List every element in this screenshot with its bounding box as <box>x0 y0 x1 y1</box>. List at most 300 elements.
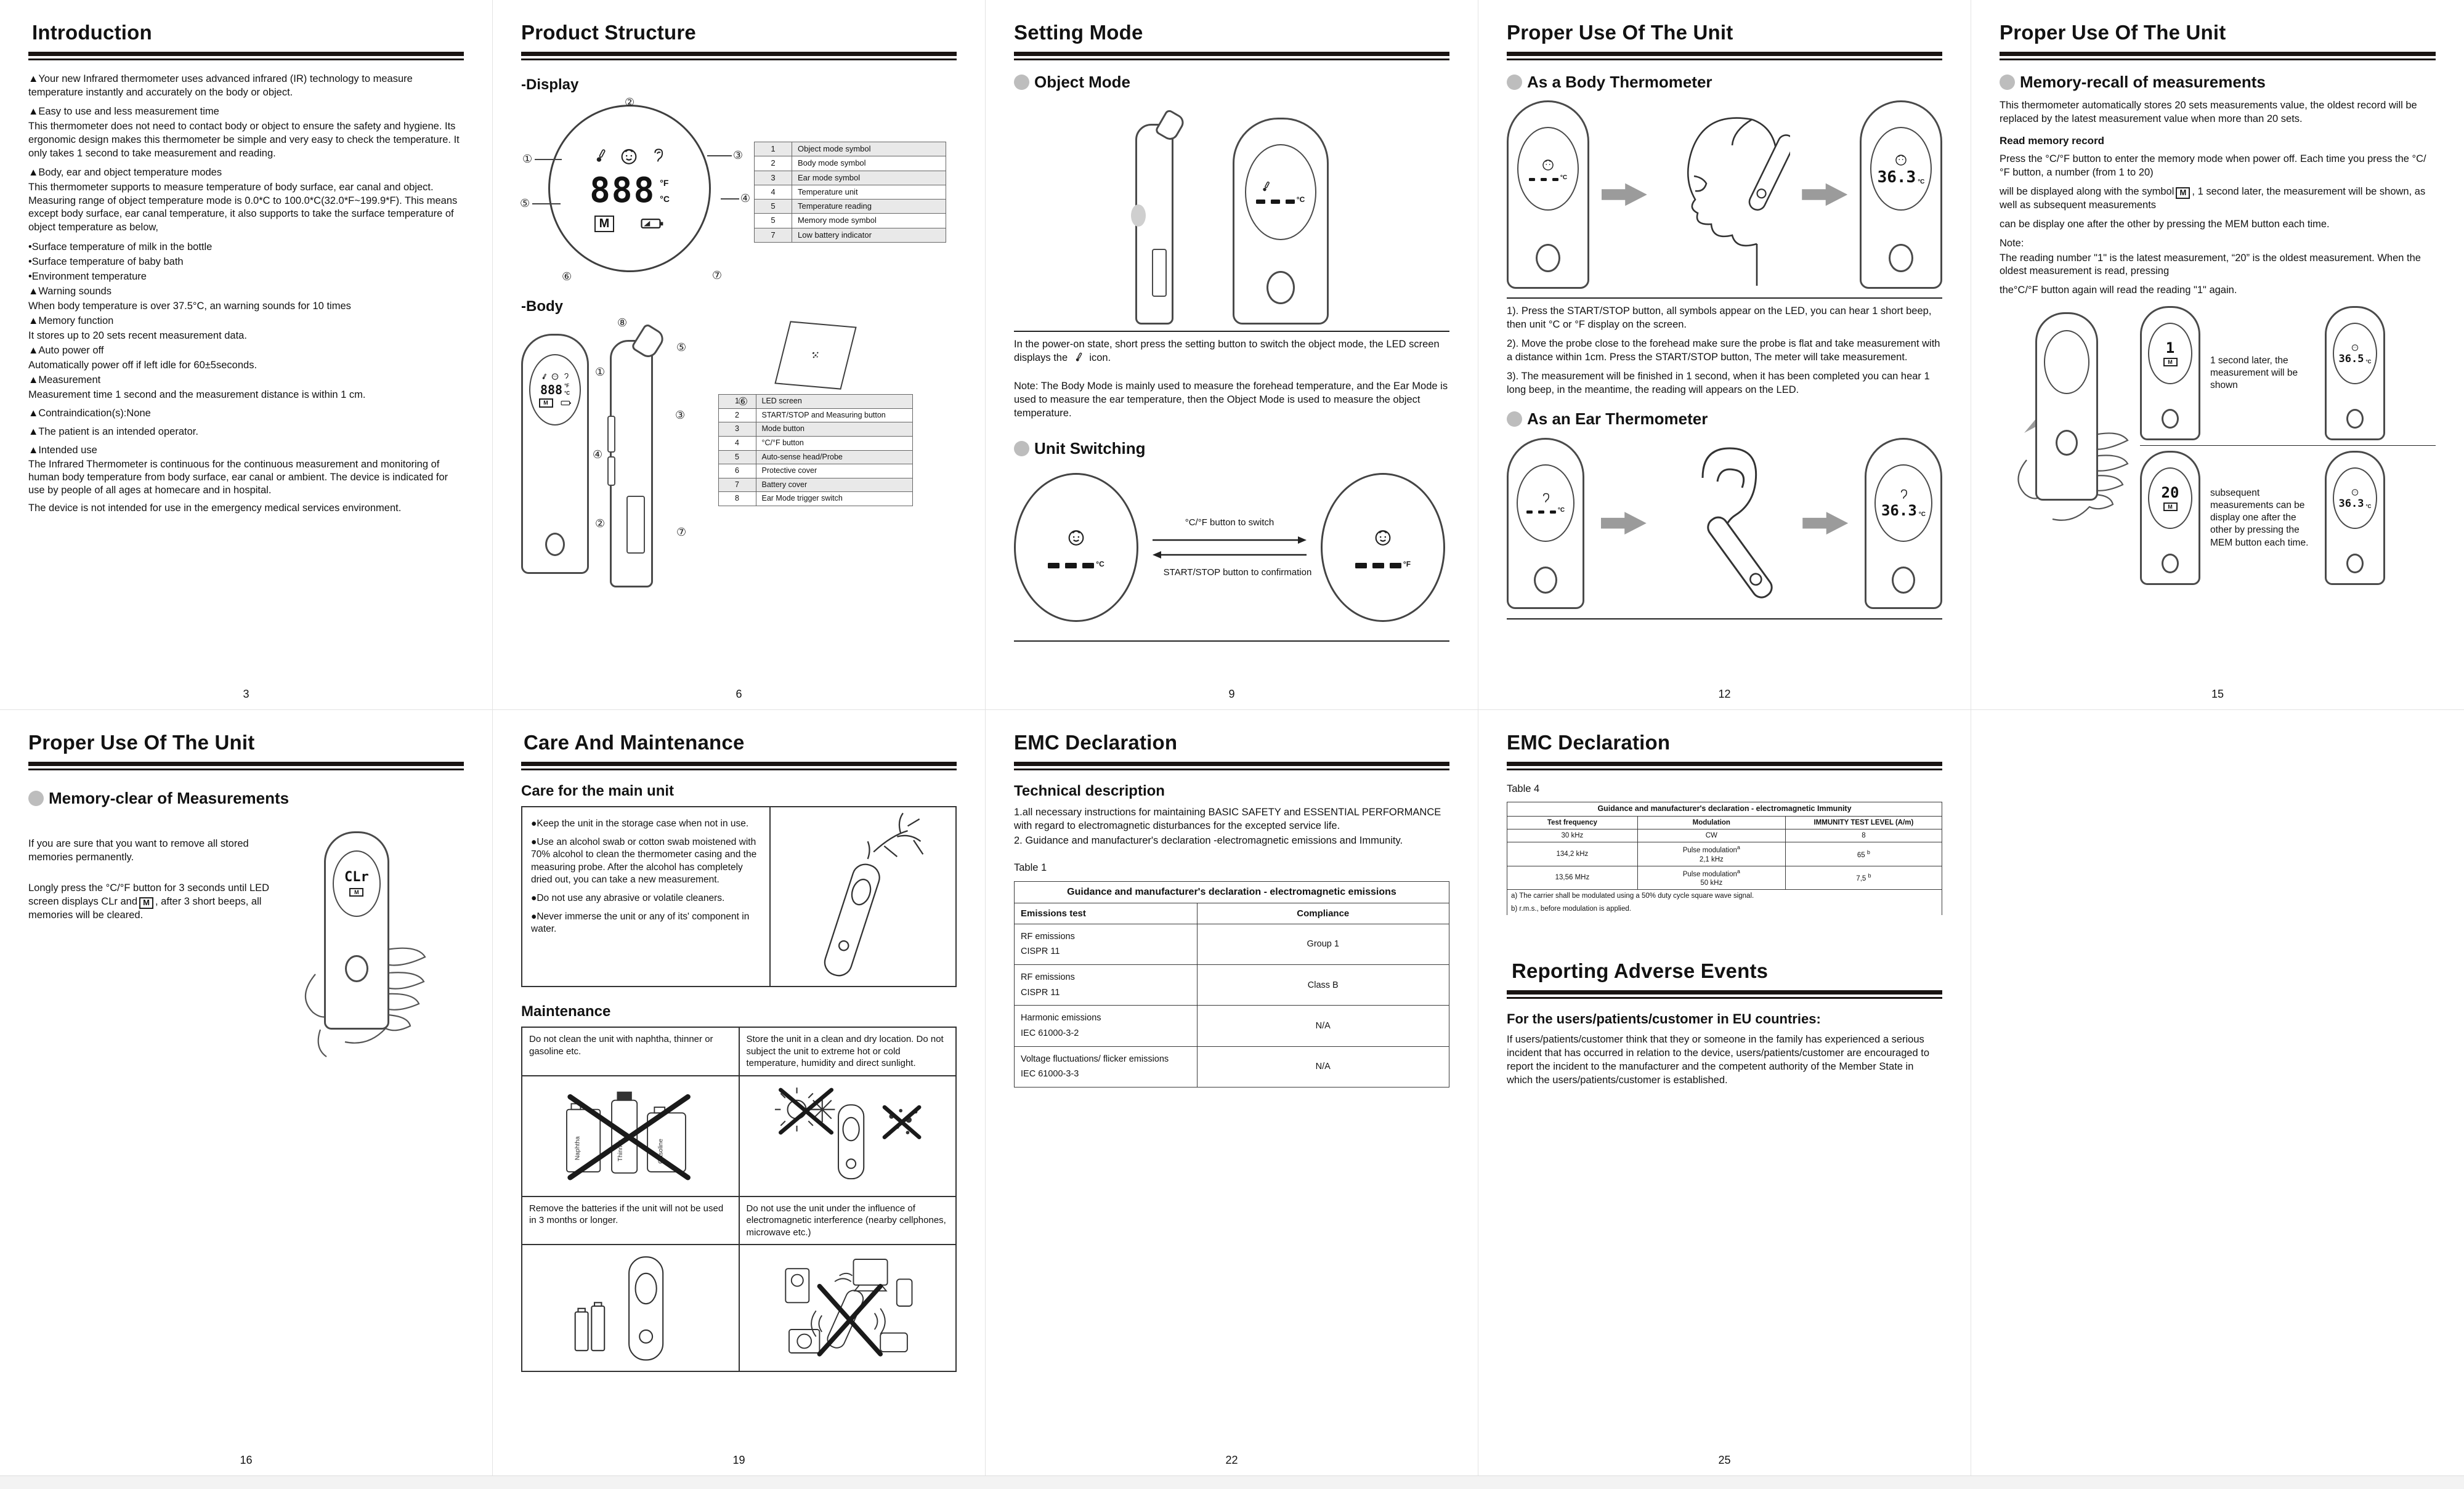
text: 50 kHz <box>1700 879 1723 887</box>
paragraph: ▲Warning sounds <box>28 286 111 297</box>
protective-cover <box>774 321 856 389</box>
manual-row-bottom <box>0 710 2464 1475</box>
step-3: 3). The measurement will be finished in 1 second, when it has been completed you can hear 1 long beep, in the meantime, the reading will appears on the LED. <box>1507 370 1930 395</box>
sequence-caption: 1 second later, the measurement will be shown <box>2210 355 2298 391</box>
baby-face-icon <box>1894 152 1908 167</box>
page-number: 22 <box>1225 1454 1238 1466</box>
footnote: b) r.m.s., before modulation is applied. <box>1507 903 1942 915</box>
maintenance-text: Store the unit in a clean and dry location. Do not subject the unit to extreme hot or cold temperature, humidity and direct sunlight. <box>739 1027 957 1076</box>
maintenance-label: Maintenance <box>521 1003 611 1020</box>
divider <box>1507 618 1942 619</box>
maintenance-text: Remove the batteries if the unit will not be used in 3 months or longer. <box>522 1196 739 1245</box>
ear-icon <box>562 373 570 380</box>
memory-clear-block <box>28 826 464 1085</box>
arrow-bottom-label: START/STOP button to confirmation <box>1163 567 1312 578</box>
lcd-reading: 36.3 <box>2338 497 2364 510</box>
page-introduction <box>0 0 493 710</box>
row-num: 1 <box>755 142 792 156</box>
maintenance-image-cell <box>522 1076 739 1196</box>
ear-measure-illustration <box>1507 437 1942 610</box>
device-reading <box>1860 100 1942 289</box>
callout-8: ⑧ <box>617 317 628 329</box>
page-title: Proper Use Of The Unit <box>28 731 255 754</box>
paragraph: Note: <box>2000 237 2024 249</box>
paragraph: This thermometer does not need to contact body or object to ensure the safety and hygiene. Its ergonomic design makes this thermometer be simple and very easy to check the temperature. It only takes 1 second to take measurement and reading. <box>28 120 460 159</box>
device-lcd <box>1517 127 1579 211</box>
page-title: Setting Mode <box>1014 21 1143 44</box>
table-caption: Guidance and manufacturer's declaration - electromagnetic emissions <box>1015 881 1449 903</box>
text: will be displayed along with the symbol <box>2000 185 2174 197</box>
page-blank <box>1971 710 2464 1475</box>
callout-5: ⑤ <box>520 197 530 209</box>
device-memory-reading <box>2325 451 2385 585</box>
callout-1: ① <box>522 153 533 165</box>
lcd-oval <box>548 105 711 272</box>
start-stop-button <box>2162 409 2179 429</box>
bottle-label: Gasoline <box>657 1138 665 1164</box>
thermometer-icon <box>1073 352 1084 363</box>
row-num: 5 <box>718 450 756 464</box>
row-num: 7 <box>718 478 756 492</box>
care-main-unit-label: Care for the main unit <box>521 783 675 799</box>
memory-number: 1 <box>2165 339 2175 357</box>
footnote: a) The carrier shall be modulated using a 50% duty cycle square wave signal. <box>1507 890 1942 903</box>
paragraph: The device is not intended for use in the emergency medical services environment. <box>28 502 402 514</box>
paragraph: Measurement time 1 second and the measurement distance is within 1 cm. <box>28 389 366 400</box>
baby-face-icon <box>1541 157 1555 172</box>
col-header: Emissions test <box>1015 903 1198 924</box>
bottle-label: Naphtha <box>574 1136 582 1160</box>
display-diagram <box>520 96 750 284</box>
memory-m-symbol: M <box>349 888 363 897</box>
memory-m-symbol: M <box>2163 502 2178 511</box>
device-side-view <box>610 340 653 587</box>
care-bullets <box>522 807 769 986</box>
callout-3: ③ <box>675 409 686 421</box>
paragraph: the°C/°F button again will read the reading "1" again. <box>2000 284 2237 296</box>
callout-3: ③ <box>732 149 743 161</box>
remove-batteries-icon <box>550 1248 710 1365</box>
text: Pulse modulation <box>1682 870 1737 878</box>
footnote-ref: b <box>1868 873 1871 879</box>
footer-strip <box>0 1475 2464 1489</box>
text: CISPR 11 <box>1021 987 1060 998</box>
reporting-title: Reporting Adverse Events <box>1512 959 1769 983</box>
body-parts-table <box>718 394 913 506</box>
text: CISPR 11 <box>1021 946 1060 957</box>
callout-line <box>532 203 561 204</box>
level-cell <box>1785 842 1942 866</box>
step-arrow-icon <box>1802 511 1848 536</box>
page-title: Proper Use Of The Unit <box>2000 21 2226 44</box>
section-label: Memory-recall of measurements <box>2020 73 2266 91</box>
paragraph <box>2000 185 2436 212</box>
double-arrow-icon <box>1146 528 1313 567</box>
device-lcd <box>1874 464 1932 542</box>
row-label: Ear Mode trigger switch <box>756 492 912 506</box>
footnote-ref: a <box>1737 844 1740 851</box>
section-memory-clear <box>28 789 464 808</box>
page-number: 3 <box>243 688 249 700</box>
setting-button-highlight <box>1131 204 1146 227</box>
row-label: Auto-sense head/Probe <box>756 450 912 464</box>
device-memory-index <box>2140 306 2200 440</box>
hand-hold-illustration <box>283 826 437 1085</box>
divider <box>1014 331 1449 332</box>
manual-row-top <box>0 0 2464 710</box>
device-memory-reading <box>2325 306 2385 440</box>
row-label: Ear mode symbol <box>792 171 946 185</box>
callout-7: ⑦ <box>711 269 722 281</box>
arrow-top-label: °C/°F button to switch <box>1185 517 1275 528</box>
page-number: 25 <box>1718 1454 1731 1466</box>
start-stop-button <box>1536 244 1560 272</box>
paragraph: ▲Easy to use and less measurement time <box>28 105 219 117</box>
device-lcd <box>1517 464 1574 542</box>
row-label: Mode button <box>756 422 912 437</box>
cleaning-swab-icon <box>798 807 928 986</box>
side-button-mode <box>607 416 615 453</box>
start-stop-button <box>2346 554 2364 573</box>
paragraph: If you are sure that you want to remove all stored memories permanently. <box>28 838 249 863</box>
no-emi-icon <box>761 1248 934 1365</box>
start-stop-button <box>2346 409 2364 429</box>
frequency-cell: 13,56 MHz <box>1507 866 1638 890</box>
memory-m-symbol: M <box>2163 358 2178 366</box>
title-rule <box>28 52 464 60</box>
lcd-bottom-row <box>594 216 665 232</box>
text: IEC 61000-3-2 <box>1021 1028 1079 1038</box>
display-label: -Display <box>521 76 579 93</box>
care-item: ●Do not use any abrasive or volatile cleaners. <box>531 893 725 904</box>
section-unit-switching <box>1014 439 1449 458</box>
callout-1: ① <box>595 366 606 378</box>
section-memory-recall <box>2000 73 2436 92</box>
lcd-icons-row <box>593 145 667 166</box>
section-bullet <box>1507 411 1522 427</box>
emissions-table <box>1014 881 1449 1087</box>
text: Pulse modulation <box>1682 847 1737 855</box>
page-memory-clear <box>0 710 493 1475</box>
callout-line <box>707 155 732 156</box>
section-body-thermometer <box>1507 73 1942 92</box>
section-bullet <box>28 791 44 806</box>
baby-face-icon <box>551 372 559 381</box>
lcd-dashes <box>1529 178 1558 181</box>
battery-icon <box>640 217 665 230</box>
object-mode-text <box>1014 338 1449 365</box>
maintenance-text: Do not clean the unit with naphtha, thinner or gasoline etc. <box>522 1027 739 1076</box>
table-label: Table 1 <box>1014 862 1047 873</box>
title-rule <box>28 762 464 770</box>
unit-c: °C <box>2365 503 2372 509</box>
unit-c: °C <box>1296 195 1305 204</box>
eu-users-label: For the users/patients/customer in EU countries: <box>1507 1011 1821 1027</box>
maintenance-table <box>521 1027 957 1372</box>
section-label: Object Mode <box>1034 73 1131 91</box>
page-number: 6 <box>736 688 742 700</box>
page-number: 19 <box>732 1454 745 1466</box>
col-header: Compliance <box>1197 903 1449 924</box>
no-extremes-icon <box>761 1079 934 1189</box>
level-cell <box>1785 866 1942 890</box>
device-lcd <box>333 850 381 917</box>
emissions-test-cell <box>1015 1046 1198 1087</box>
row-label: °C/°F button <box>756 436 912 450</box>
row-label: Body mode symbol <box>792 156 946 171</box>
callout-7: ⑦ <box>676 526 687 538</box>
callout-2: ② <box>595 517 606 530</box>
row-label: Memory mode symbol <box>792 214 946 228</box>
paragraph <box>28 882 272 922</box>
memory-m-symbol: M <box>539 398 553 407</box>
step-2: 2). Move the probe close to the forehead make sure the probe is flat and take measurement with a distance within 1cm. Press the START/STOP button, The meter will take measurement. <box>1507 337 1940 363</box>
sequence-caption: subsequent measurements can be display one after the other by pressing the MEM button each time. <box>2210 487 2309 548</box>
section-bullet <box>1507 75 1522 90</box>
row-num: 5 <box>755 214 792 228</box>
row-label: Temperature unit <box>792 185 946 199</box>
col-header: Modulation <box>1637 816 1785 829</box>
page-number: 9 <box>1228 688 1235 700</box>
memory-sequence-1 <box>2140 306 2436 440</box>
step-1: 1). Press the START/STOP button, all symbols appear on the LED, you can hear 1 short beep, then unit °C or °F display on the screen. <box>1507 305 1932 330</box>
modulation-cell <box>1637 866 1785 890</box>
callout-4: ④ <box>740 192 750 204</box>
hand-press-illustration <box>2000 306 2134 540</box>
lcd-reading: 36.3 <box>1881 501 1917 519</box>
row-num: 2 <box>755 156 792 171</box>
row-num: 8 <box>718 492 756 506</box>
page-title: Product Structure <box>521 21 696 44</box>
col-header: IMMUNITY TEST LEVEL (A/m) <box>1785 816 1942 829</box>
lcd-icons-row <box>541 372 570 381</box>
unit-c: °C <box>1557 507 1565 514</box>
device-in-hand <box>2035 312 2098 501</box>
compliance-cell: N/A <box>1197 1046 1449 1087</box>
device-side-view <box>1135 124 1173 325</box>
ear-measurement-icon <box>1663 437 1786 610</box>
section-label: Memory-clear of Measurements <box>49 789 290 807</box>
title-rule <box>1507 990 1942 999</box>
modulation-cell: CW <box>1637 829 1785 842</box>
memory-number: 20 <box>2161 484 2179 502</box>
text: RF emissions <box>1021 972 1075 983</box>
bullet-item: •Surface temperature of milk in the bottle <box>28 241 213 253</box>
body-diagram-right <box>674 324 957 591</box>
paragraph: ▲Body, ear and object temperature modes <box>28 166 222 178</box>
text: IEC 61000-3-3 <box>1021 1069 1079 1079</box>
device-lcd <box>2148 323 2192 384</box>
callout-6: ⑥ <box>562 270 572 283</box>
text: 7,5 <box>1856 874 1866 882</box>
unit-c: °C <box>1560 174 1568 181</box>
text: Harmonic emissions <box>1021 1013 1101 1023</box>
paragraph: ▲Auto power off <box>28 344 104 356</box>
callout-6: ⑥ <box>738 395 748 408</box>
body-diagram <box>521 317 957 591</box>
start-stop-button <box>545 533 565 556</box>
divider <box>1014 640 1449 642</box>
memory-recall-illustration <box>2000 306 2436 585</box>
page-product-structure <box>493 0 986 710</box>
table-caption: Guidance and manufacturer's declaration - electromagnetic Immunity <box>1507 802 1942 816</box>
row-label: Low battery indicator <box>792 228 946 242</box>
device-lcd <box>2333 467 2377 529</box>
col-header: Test frequency <box>1507 816 1638 829</box>
unit-c: °C <box>1918 179 1925 185</box>
lcd-dashes <box>1048 563 1094 568</box>
page-proper-use-body-ear <box>1478 0 1971 710</box>
text: In the power-on state, short press the setting button to switch the object mode, the LED screen displays the <box>1014 339 1440 363</box>
emissions-test-cell <box>1015 1006 1198 1046</box>
paragraph: The reading number "1" is the latest measurement, “20” is the oldest measurement. When the oldest measurement is read, pressing <box>2000 252 2421 277</box>
compliance-cell: N/A <box>1197 1006 1449 1046</box>
divider <box>1507 297 1942 299</box>
paragraph: 2. Guidance and manufacturer's declaration -electromagnetic emissions and Immunity. <box>1014 834 1403 846</box>
paragraph: When body temperature is over 37.5°C, an warning sounds for 10 times <box>28 301 351 312</box>
forehead-measurement-icon <box>1660 102 1790 287</box>
lcd-dashes <box>1355 563 1401 568</box>
display-diagram-row <box>520 96 957 284</box>
unit-c: °C <box>1918 510 1926 518</box>
section-bullet <box>1014 75 1029 90</box>
footnote-ref: a <box>1737 868 1740 874</box>
lcd-oval-celsius <box>1014 473 1138 622</box>
start-stop-button <box>2056 430 2078 456</box>
lcd-digits: 888 <box>590 170 656 211</box>
row-num: 6 <box>718 464 756 478</box>
memory-m-symbol: M <box>139 897 153 909</box>
page-memory-recall <box>1971 0 2464 710</box>
memory-m-symbol: M <box>2176 187 2190 199</box>
section-label: As an Ear Thermometer <box>1527 409 1708 428</box>
baby-face-icon <box>1372 527 1393 547</box>
paragraph: If users/patients/customer think that they or someone in the family has experienced a serious incident that has occurred in relation to the device, users/patients/customer are encouraged to report the incident to the manufacturer and the competent authority of the Member State in which the users/patients/customer is established. <box>1507 1034 1930 1086</box>
frequency-cell: 134,2 kHz <box>1507 842 1638 866</box>
bullet-item: •Environment temperature <box>28 271 147 283</box>
row-num: 5 <box>755 200 792 214</box>
page-title: Proper Use Of The Unit <box>1507 21 1733 44</box>
immunity-table <box>1507 802 1942 915</box>
paragraph: 1.all necessary instructions for maintaining BASIC SAFETY and ESSENTIAL PERFORMANCE with regard to electromagnetic disturbances for the excepted service life. <box>1014 807 1441 831</box>
text: , 1 second later, the measurement will be shown, as well as subsequent measurements <box>2000 185 2426 211</box>
lcd-reading: 36.3 <box>1877 168 1916 187</box>
text: , after 3 short beeps, all memories will be cleared. <box>28 895 262 921</box>
paragraph: can be display one after the other by pressing the MEM button each time. <box>2000 218 2330 230</box>
callout-line <box>535 159 562 160</box>
start-stop-button <box>1892 567 1915 594</box>
memory-sequences <box>2140 306 2436 585</box>
paragraph: ▲Your new Infrared thermometer uses advanced infrared (IR) technology to measure temperature instantly and accurately on the body or object. <box>28 73 413 98</box>
paragraph: ▲The patient is an intended operator. <box>28 426 198 437</box>
unit-c: °C <box>660 193 670 204</box>
section-label: Unit Switching <box>1034 438 1146 458</box>
device-lcd <box>2333 323 2377 384</box>
object-mode-illustration <box>1014 108 1449 325</box>
paragraph: The Infrared Thermometer is continuous for the continuous measurement and monitoring of human body temperature from body surface, ear canal or ambient. The device is indicated for use by people of all ages at homecare and in hospital. <box>28 459 448 496</box>
start-stop-button <box>2162 554 2179 573</box>
row-num: 1 <box>718 395 756 409</box>
care-item: ●Keep the unit in the storage case when not in use. <box>531 818 749 829</box>
title-rule <box>1507 762 1942 770</box>
memory-clear-text <box>28 826 272 1085</box>
emissions-test-cell <box>1015 965 1198 1006</box>
compliance-cell: Class B <box>1197 965 1449 1006</box>
start-stop-button <box>1889 244 1913 272</box>
bullet-item: •Surface temperature of baby bath <box>28 256 184 268</box>
no-solvents-icon <box>544 1079 716 1189</box>
start-stop-button <box>1266 271 1295 304</box>
frequency-cell: 30 kHz <box>1507 829 1638 842</box>
paragraph: ▲Memory function <box>28 315 114 326</box>
memory-m-symbol: M <box>594 216 614 232</box>
section-bullet <box>1014 441 1029 456</box>
page-title: EMC Declaration <box>1014 731 1178 754</box>
read-memory-record-label: Read memory record <box>2000 134 2105 147</box>
lcd-units <box>660 178 670 204</box>
switch-arrows <box>1138 517 1321 578</box>
thermometer-icon <box>1260 180 1272 193</box>
ear-icon <box>1539 492 1552 504</box>
callout-line <box>721 198 739 200</box>
care-box <box>521 806 957 987</box>
paragraph: ▲Intended use <box>28 444 97 456</box>
paragraph: This thermometer automatically stores 20 sets measurements value, the oldest record will be replaced by the latest measurement value when more than 20 sets. <box>2000 100 2417 124</box>
text: 2,1 kHz <box>1699 855 1724 863</box>
unit-switching-diagram <box>1014 473 1449 622</box>
ear-icon <box>649 147 667 164</box>
thermometer-icon <box>593 148 609 164</box>
text: Longly press the °C/°F button for 3 seconds until LED screen displays CLr and <box>28 882 270 907</box>
row-label: Object mode symbol <box>792 142 946 156</box>
modulation-cell <box>1637 842 1785 866</box>
unit-c: °C <box>1096 559 1104 568</box>
lcd-dashes <box>1526 510 1556 514</box>
row-label: Battery cover <box>756 478 912 492</box>
bottle-label: Thinner <box>617 1139 625 1161</box>
maintenance-image-cell <box>739 1245 957 1371</box>
care-item: ●Use an alcohol swab or cotton swab moistened with 70% alcohol to clean the thermometer casing and the measuring probe. After the alcohol has completely dried out, you can take a new measurement. <box>531 836 757 886</box>
care-illustration <box>769 807 955 986</box>
baby-face-icon <box>1066 527 1087 547</box>
paragraph: Press the °C/°F button to enter the memory mode when power off. Each time you press the °C/°F button, a number (from 1 to 20) <box>2000 153 2426 178</box>
title-rule <box>2000 52 2436 60</box>
baby-face-icon <box>618 145 639 166</box>
title-rule <box>1507 52 1942 60</box>
text: RF emissions <box>1021 931 1075 942</box>
lcd-oval-fahrenheit <box>1321 473 1445 622</box>
title-rule <box>521 762 957 770</box>
probe-head <box>630 323 667 361</box>
callout-2: ② <box>625 96 635 108</box>
memory-sequence-2 <box>2140 451 2436 585</box>
level-cell: 8 <box>1785 829 1942 842</box>
maintenance-image-cell <box>739 1076 957 1196</box>
emissions-test-cell <box>1015 924 1198 964</box>
device-in-hand <box>324 831 389 1030</box>
lcd-clr-text: CLr <box>344 869 369 885</box>
device-lcd <box>2148 467 2192 529</box>
row-num: 2 <box>718 408 756 422</box>
device-front-view <box>521 334 589 574</box>
device-memory-index <box>2140 451 2200 585</box>
text: Voltage fluctuations/ flicker emissions <box>1021 1054 1169 1064</box>
ear-icon <box>1897 488 1910 501</box>
display-parts-table <box>754 142 946 243</box>
section-bullet <box>2000 75 2015 90</box>
start-stop-button <box>345 955 368 982</box>
probe-head <box>1154 108 1186 143</box>
